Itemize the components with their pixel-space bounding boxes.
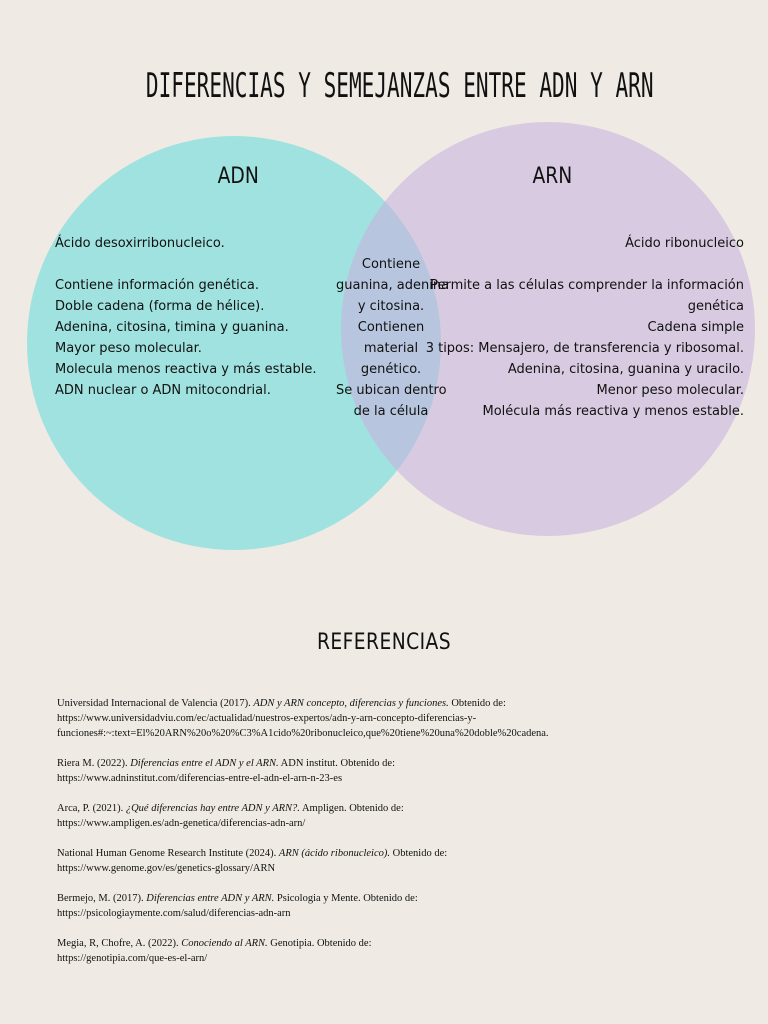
reference-url[interactable]: https://genotipia.com/que-es-el-arn/ bbox=[57, 953, 208, 964]
arn-label: ARN bbox=[532, 164, 573, 189]
common-line: material bbox=[363, 341, 419, 356]
adn-list bbox=[55, 233, 317, 401]
page-title: DIFERENCIAS Y SEMEJANZAS ENTRE ADN Y ARN bbox=[145, 66, 654, 106]
reference-source: Psicologia y Mente. Obtenido de: bbox=[274, 893, 418, 904]
reference-source: Obtenido de: bbox=[390, 848, 448, 859]
adn-item: Doble cadena (forma de hélice). bbox=[55, 299, 265, 314]
arn-list bbox=[426, 233, 744, 422]
common-line: Contienen bbox=[357, 320, 425, 335]
arn-item: Menor peso molecular. bbox=[596, 383, 744, 398]
common-line: genético. bbox=[360, 362, 422, 377]
reference-source: Genotipia. Obtenido de: bbox=[267, 938, 372, 949]
reference-work-title: ARN (ácido ribonucleico). bbox=[278, 848, 391, 859]
adn-item: Contiene información genética. bbox=[55, 278, 260, 293]
reference-author: Megia, R, Chofre, A. (2022). bbox=[57, 938, 182, 949]
reference-url[interactable]: https://www.ampligen.es/adn-genetica/diferencias-adn-arn/ bbox=[57, 818, 306, 829]
reference-source: Ampligen. Obtenido de: bbox=[299, 803, 404, 814]
common-line: guanina, adenina bbox=[336, 278, 450, 293]
arn-item: Adenina, citosina, guanina y uracilo. bbox=[507, 362, 744, 377]
adn-label: ADN bbox=[217, 164, 259, 189]
reference-entry bbox=[57, 936, 737, 966]
reference-author: National Human Genome Research Institute (2024). bbox=[57, 848, 279, 859]
reference-entry bbox=[57, 756, 737, 786]
reference-author: Bermejo, M. (2017). bbox=[57, 893, 147, 904]
reference-source: ADN institut. Obtenido de: bbox=[278, 758, 396, 769]
adn-item: Mayor peso molecular. bbox=[55, 341, 202, 356]
references-title: REFERENCIAS bbox=[316, 630, 452, 655]
reference-url[interactable]: https://www.genome.gov/es/genetics-glossary/ARN bbox=[57, 863, 276, 874]
reference-url[interactable]: https://psicologiaymente.com/salud/diferencias-adn-arn bbox=[57, 908, 291, 919]
reference-work-title: ¿Qué diferencias hay entre ADN y ARN?. bbox=[125, 803, 300, 814]
adn-item: ADN nuclear o ADN mitocondrial. bbox=[55, 383, 271, 398]
reference-entry bbox=[57, 801, 737, 831]
reference-entry bbox=[57, 846, 737, 876]
reference-url[interactable]: funciones#:~:text=El%20ARN%20o%20%C3%A1cido%20ribonucleico,que%20tiene%20una%20doble%20cadena. bbox=[57, 728, 549, 739]
common-line: Se ubican dentro bbox=[336, 383, 447, 398]
arn-item: genética bbox=[687, 299, 744, 314]
reference-work-title: Diferencias entre ADN y ARN. bbox=[146, 893, 275, 904]
adn-item: Ácido desoxirribonucleico. bbox=[55, 236, 225, 251]
reference-work-title: Conociendo al ARN. bbox=[181, 938, 268, 949]
reference-source: Obtenido de: bbox=[448, 698, 506, 709]
references-list bbox=[57, 696, 737, 981]
common-line: de la célula bbox=[353, 404, 429, 419]
common-line: Contiene bbox=[361, 257, 421, 272]
reference-url[interactable]: https://www.adninstitut.com/diferencias-entre-el-adn-el-arn-n-23-es bbox=[57, 773, 343, 784]
arn-item: Permite a las células comprender la información bbox=[430, 278, 744, 293]
arn-item: Molécula más reactiva y menos estable. bbox=[482, 404, 744, 419]
reference-url[interactable]: https://www.universidadviu.com/ec/actualidad/nuestros-expertos/adn-y-arn-concepto-diferencias-y- bbox=[57, 713, 477, 724]
reference-work-title: ADN y ARN concepto, diferencias y funciones. bbox=[253, 698, 449, 709]
reference-author: Universidad Internacional de Valencia (2017). bbox=[57, 698, 254, 709]
arn-item: Cadena simple bbox=[647, 320, 744, 335]
common-line: y citosina. bbox=[357, 299, 425, 314]
reference-author: Riera M. (2022). bbox=[57, 758, 131, 769]
reference-author: Arca, P. (2021). bbox=[57, 803, 126, 814]
adn-item: Adenina, citosina, timina y guanina. bbox=[55, 320, 289, 335]
arn-item: 3 tipos: Mensajero, de transferencia y ribosomal. bbox=[425, 341, 744, 356]
reference-entry bbox=[57, 891, 737, 921]
arn-item: Ácido ribonucleico bbox=[625, 236, 744, 251]
reference-work-title: Diferencias entre el ADN y el ARN. bbox=[130, 758, 279, 769]
adn-item: Molecula menos reactiva y más estable. bbox=[55, 362, 317, 377]
reference-entry bbox=[57, 696, 737, 741]
